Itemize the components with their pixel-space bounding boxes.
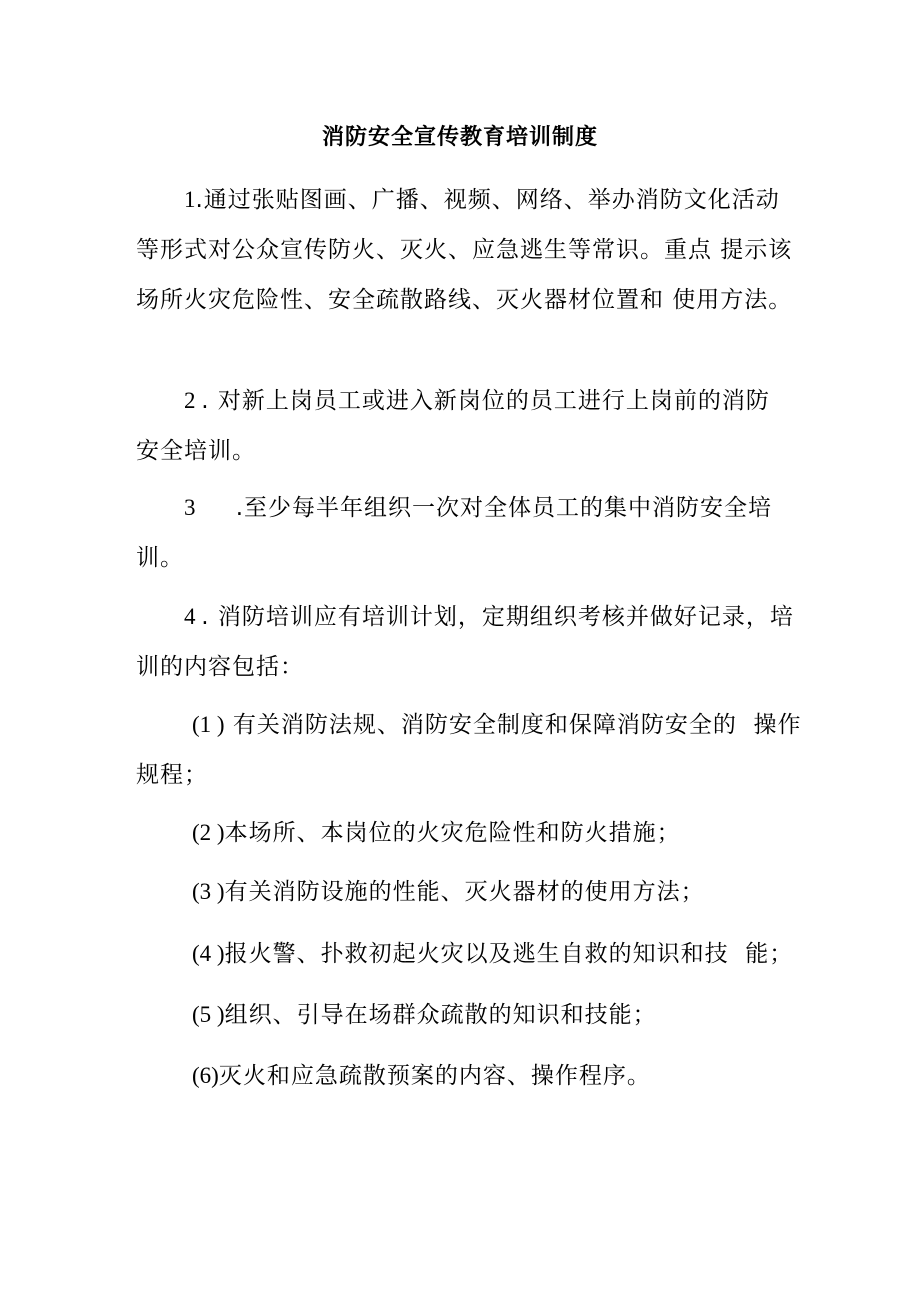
paragraph-3 [136,483,796,583]
paragraph-3-number: 3 [184,495,236,520]
paragraph-4-text: . 消防培训应有培训计划，定期组织考核并做好记录，培训的内容包括： [136,604,794,680]
paragraph-2 [136,376,796,476]
list-item-1-text: 有关消防法规、消防安全制度和保障消防安全的 操作规程； [136,712,802,788]
list-item-5 [136,990,816,1040]
list-item-5-text: 组织、引导在场群众疏散的知识和技能； [224,1002,657,1028]
list-item-5-number: (5 ) [192,1002,225,1027]
paragraph-2-number: 2 [184,388,202,413]
list-item-2-text: 本场所、本岗位的火灾危险性和防火措施； [224,820,681,846]
list-item-2-number: (2 ) [192,820,225,845]
list-item-1 [136,700,816,800]
paragraph-4-number: 4 [184,604,202,629]
list-item-2 [136,808,816,858]
paragraph-4 [136,592,796,692]
list-item-6 [136,1051,816,1101]
paragraph-1 [136,175,796,325]
list-item-4 [136,929,816,979]
list-item-4-number: (4 ) [192,941,225,966]
paragraph-1-text: .通过张贴图画、广播、视频、网络、举办消防文化活动等形式对公众宣传防火、灭火、应急逃生等常识。重点 提示该场所火灾危险性、安全疏散路线、灭火器材位置和 使用方法。 [136,187,793,313]
paragraph-3-text: .至少每半年组织一次对全体员工的集中消防安全培训。 [136,495,773,571]
document-title: 消防安全宣传教育培训制度 [321,125,598,150]
list-item-6-number: (6) [192,1063,219,1088]
list-item-6-text: 灭火和应急疏散预案的内容、操作程序。 [218,1063,651,1089]
paragraph-1-number: 1 [184,187,196,212]
list-item-3 [136,867,816,917]
list-item-3-text: 有关消防设施的性能、灭火器材的使用方法； [224,879,705,905]
list-item-3-number: (3 ) [192,879,225,904]
paragraph-2-text: . 对新上岗员工或进入新岗位的员工进行上岗前的消防 安全培训。 [136,388,787,464]
list-item-1-number: (1 ) [192,712,225,737]
list-item-4-text: 报火警、扑救初起火灾以及逃生自救的知识和技 能； [224,941,794,967]
